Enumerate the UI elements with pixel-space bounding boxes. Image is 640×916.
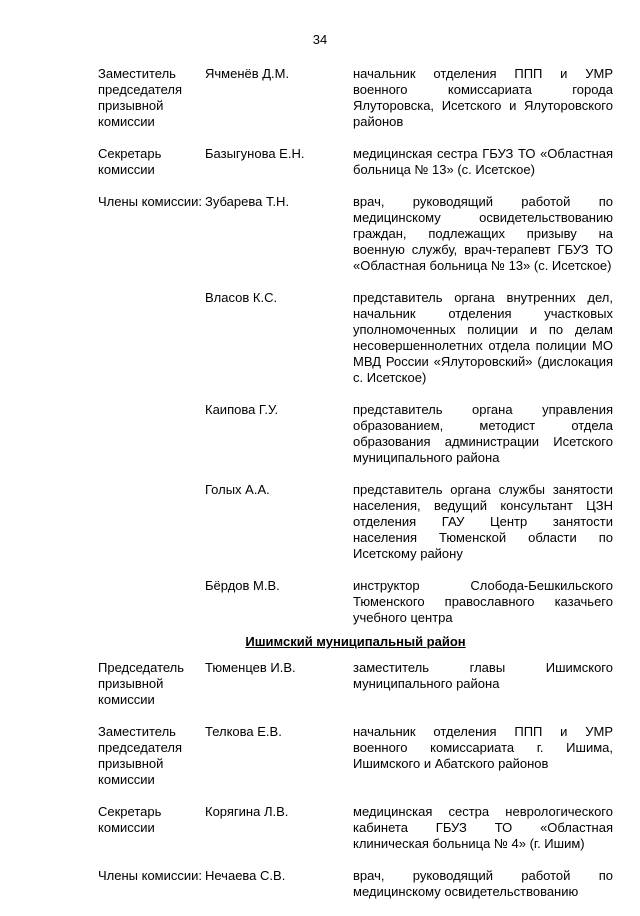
table-row [98, 290, 613, 386]
description-cell: представитель органа службы занятости населения, ведущий консультант ЦЗН отделения ГАУ Центр занятости населения Тюменской области по Исетскому району [353, 482, 613, 561]
role-cell [98, 578, 205, 626]
name-cell: Нечаева С.В. [205, 868, 286, 883]
name-cell: Каипова Г.У. [205, 402, 279, 417]
table-row [98, 66, 613, 130]
name-cell: Бёрдов М.В. [205, 578, 280, 593]
role-cell: Председатель призывной комиссии [98, 660, 185, 707]
role-cell [98, 402, 205, 466]
description-cell: медицинская сестра ГБУЗ ТО «Областная больница № 13» (с. Исетское) [353, 146, 613, 177]
role-cell [98, 290, 205, 386]
table-row [98, 724, 613, 788]
description-cell: заместитель главы Ишимского муниципального района [353, 660, 613, 691]
name-cell: Зубарева Т.Н. [205, 194, 290, 209]
description-cell: врач, руководящий работой по медицинскому освидетельствованию [353, 868, 613, 899]
role-cell: Заместитель председателя призывной комиссии [98, 724, 183, 787]
description-cell: начальник отделения ППП и УМР военного комиссариата г. Ишима, Ишимского и Абатского районов [353, 724, 613, 771]
role-cell: Секретарь комиссии [98, 804, 162, 835]
page-number: 34 [312, 32, 328, 47]
commission-table [98, 66, 613, 916]
name-cell: Голых А.А. [205, 482, 270, 497]
description-cell: инструктор Слобода-Бешкильского Тюменского православного казачьего учебного центра [353, 578, 613, 625]
name-cell: Тюменцев И.В. [205, 660, 296, 675]
name-cell: Телкова Е.В. [205, 724, 282, 739]
name-cell: Ячменёв Д.М. [205, 66, 290, 81]
table-row [98, 578, 613, 626]
role-cell: Секретарь комиссии [98, 146, 162, 177]
name-cell: Корягина Л.В. [205, 804, 289, 819]
description-cell: представитель органа внутренних дел, начальник отделения участковых уполномоченных полиции и по делам несовершеннолетних отдела полиции МО МВД России «Ялуторовский» (дислокация с. Исетское) [353, 290, 613, 385]
description-cell: представитель органа управления образованием, методист отдела образования администрации Исетского муниципального района [353, 402, 613, 465]
table-row [98, 482, 613, 562]
table-row [98, 804, 613, 852]
description-cell: медицинская сестра неврологического кабинета ГБУЗ ТО «Областная клиническая больница № 4» (г. Ишим) [353, 804, 613, 851]
role-cell: Члены комиссии: [98, 194, 203, 209]
table-row [98, 194, 613, 274]
section-title: Ишимский муниципальный район [245, 634, 466, 649]
table-row [98, 868, 613, 900]
role-cell [98, 482, 205, 562]
table-row [98, 660, 613, 708]
name-cell: Власов К.С. [205, 290, 278, 305]
role-cell: Члены комиссии: [98, 868, 203, 883]
role-cell: Заместитель председателя призывной комиссии [98, 66, 183, 129]
description-cell: врач, руководящий работой по медицинскому освидетельствованию граждан, подлежащих призыву на военную службу, врач-терапевт ГБУЗ ТО «Областная больница № 13» (с. Исетское) [353, 194, 613, 273]
table-row [98, 402, 613, 466]
description-cell: начальник отделения ППП и УМР военного комиссариата города Ялуторовска, Исетского и Ялуторовского районов [353, 66, 613, 129]
name-cell: Базыгунова Е.Н. [205, 146, 305, 161]
table-row [98, 146, 613, 178]
